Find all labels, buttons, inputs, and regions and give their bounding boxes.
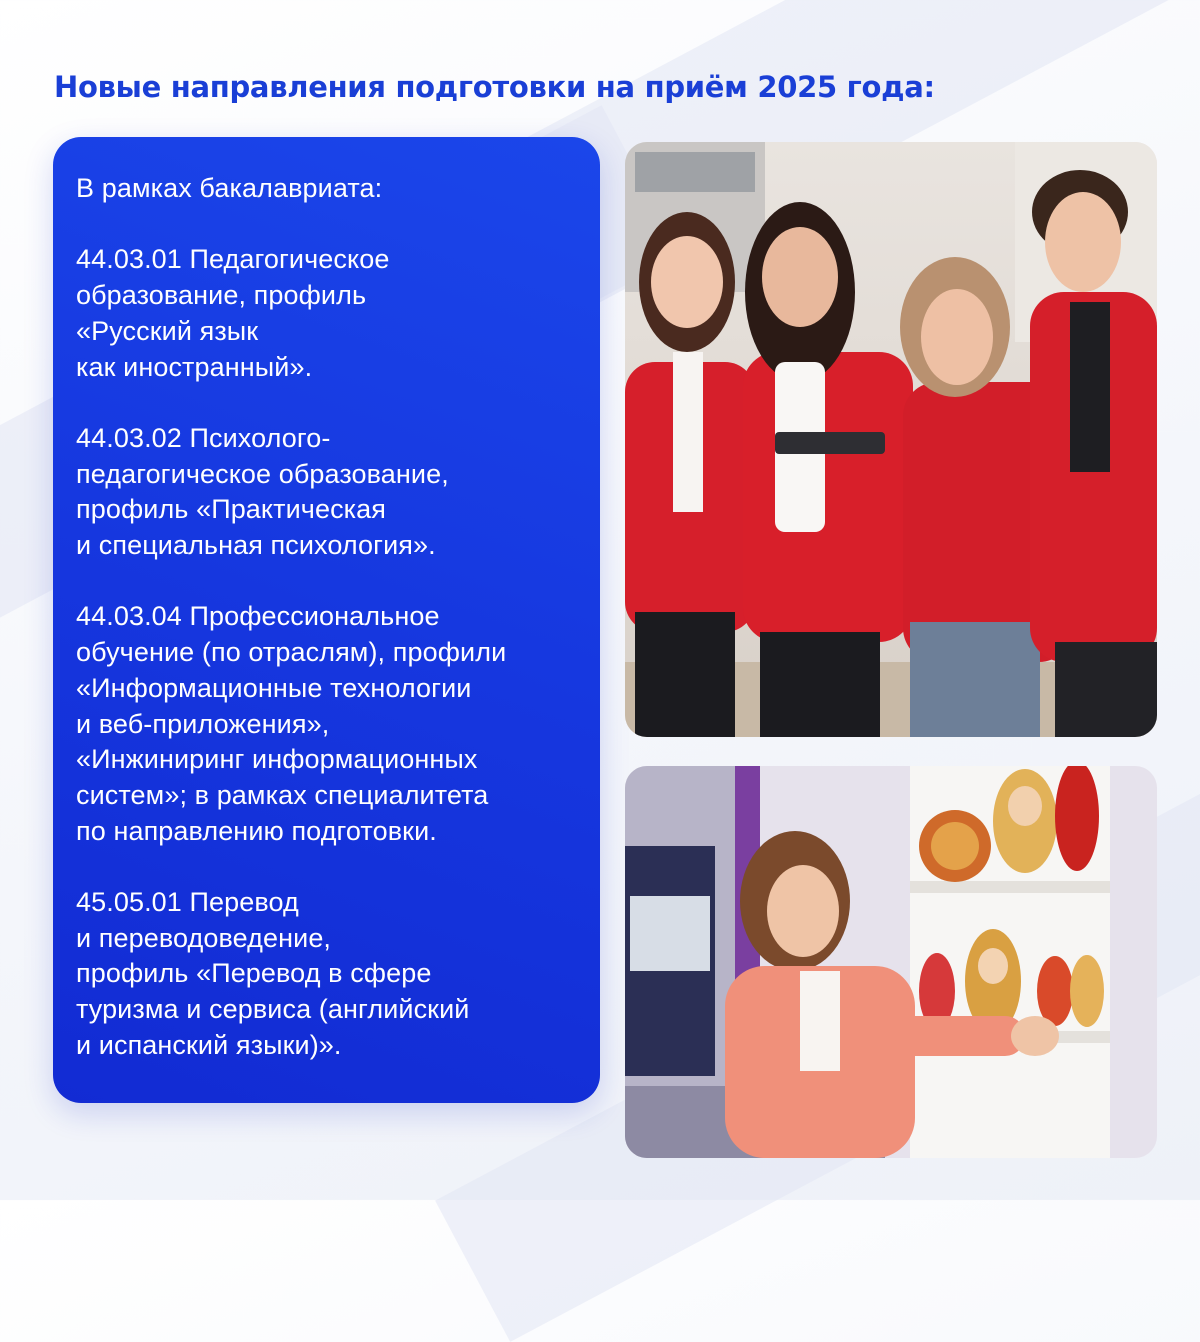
program-item: 45.05.01 Перевод и переводоведение, профиль «Перевод в сфере туризма и сервиса (английский и испанский языки)». xyxy=(76,887,470,1060)
matryoshka-photo xyxy=(625,766,1157,1158)
page-title: Новые направления подготовки на приём 2025 года: xyxy=(54,70,935,104)
students-in-red-jackets-photo-icon xyxy=(625,142,1157,737)
students-photo xyxy=(625,142,1157,737)
program-item: 44.03.04 Профессиональное обучение (по отраслям), профили «Информационные технологии и веб-приложения», «Инжиниринг информационных систем»; в рамках специалитета по направлению подготовки. xyxy=(76,601,507,846)
program-item: 44.03.01 Педагогическое образование, профиль «Русский язык как иностранный». xyxy=(76,244,390,382)
program-item: 44.03.02 Психолого- педагогическое образование, профиль «Практическая и специальная психология». xyxy=(76,422,449,560)
woman-with-matryoshka-shelf-photo-icon xyxy=(625,766,1157,1158)
programs-intro: В рамках бакалавриата: xyxy=(76,173,383,203)
programs-card xyxy=(53,137,600,1103)
